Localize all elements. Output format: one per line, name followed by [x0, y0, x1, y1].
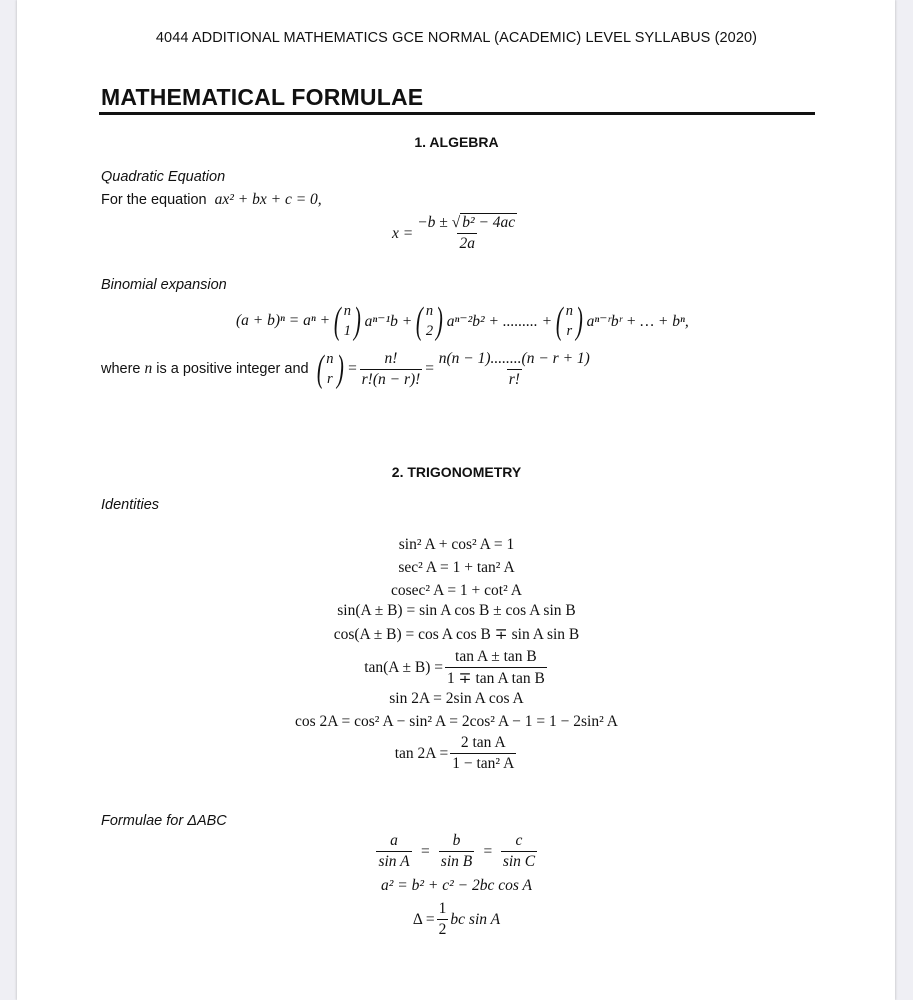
- identity-sin-sum: sin(A ± B) = sin A cos B ± cos A sin B: [337, 602, 576, 619]
- cosine-rule: a² = b² + c² − 2bc cos A: [381, 877, 532, 894]
- quadratic-intro: [101, 191, 322, 209]
- binomial-term-2: aⁿ⁻²b² + ......... +: [446, 312, 553, 330]
- product-fraction: $\frac{n(n - 1)........(n - r + 1)}{r!}$: [438, 349, 590, 388]
- subsection-label-identities: Identities: [101, 497, 160, 513]
- identity-cos-sum: cos(A ± B) = cos A cos B ∓ sin A sin B: [333, 626, 580, 643]
- subsection-label-binomial: Binomial expansion: [101, 277, 227, 293]
- identity-cosecant: cosec² A = 1 + cot² A: [391, 582, 522, 599]
- binomial-coefficient-1: ( n 1 ): [333, 300, 361, 342]
- identity-tan-sum: tan(A ± B) = $\frac{\text{tan A ± tan B}}{\text{1 ∓ tan A tan B}}$: [364, 648, 545, 687]
- identity-cos-double: cos 2A = cos² A − sin² A = 2cos² A − 1 = 1 − 2sin² A: [295, 713, 618, 730]
- tan-double-fraction: $\frac{\text{2 tan A}}{\text{1 − tan² A}}$: [452, 734, 515, 772]
- quadratic-radicand: b² − 4ac: [462, 214, 516, 231]
- quadratic-numerator: [415, 214, 519, 233]
- binomial-coefficient-r: ( n r ): [555, 300, 583, 342]
- factorial-fraction: $\frac{n!}{r!(n - r)!}$: [361, 349, 421, 388]
- title-divider: [99, 112, 815, 115]
- quadratic-num-prefix: −b ±: [417, 214, 448, 231]
- triangle-area: Δ = $\frac{1}{2}$ bc sin A: [412, 900, 501, 938]
- quadratic-denominator: 2a: [459, 235, 475, 252]
- section-heading-algebra: 1. ALGEBRA: [414, 134, 499, 150]
- subsection-label-triangle: Formulae for ΔABC: [101, 813, 227, 829]
- condition-text: is a positive integer and: [156, 361, 309, 377]
- binomial-condition: [101, 346, 594, 392]
- subsection-label-quadratic: Quadratic Equation: [101, 169, 226, 185]
- binomial-term-1: aⁿ⁻¹b +: [364, 312, 413, 330]
- identity-tan-double: tan 2A = $\frac{\text{2 tan A}}{\text{1 − tan² A}}$: [394, 734, 515, 772]
- condition-text-where: where: [101, 361, 141, 377]
- binomial-coefficient-2: ( n 2 ): [416, 300, 443, 342]
- quadratic-lhs: x =: [392, 224, 414, 242]
- sine-rule: $\frac{a}{\text{sin A}}$ = $\frac{b}{\text{sin B}}$ = $\frac{c}{\text{sin C}}$: [0, 832, 913, 871]
- quadratic-intro-text: For the equation: [101, 192, 207, 208]
- binomial-coefficient-nr: ( n r ): [316, 348, 344, 390]
- binomial-lhs: (a + b)ⁿ = aⁿ +: [236, 312, 331, 329]
- document-title: MATHEMATICAL FORMULAE: [101, 84, 424, 110]
- section-heading-trigonometry: 2. TRIGONOMETRY: [391, 464, 522, 480]
- binomial-definition: ( n r ) = $\frac{n!}{r!(n - r)!}$ = $\frac{n(n - 1)........(n - r + 1)}{r!}$: [313, 349, 594, 389]
- running-header: 4044 ADDITIONAL MATHEMATICS GCE NORMAL (ACADEMIC) LEVEL SYLLABUS (2020): [155, 30, 758, 46]
- quadratic-equation: ax² + bx + c = 0,: [214, 191, 322, 208]
- quadratic-fraction: [415, 214, 519, 253]
- sine-rule-b: $\frac{b}{\text{sin B}}$: [440, 832, 473, 870]
- binomial-term-r: aⁿ⁻ʳbʳ + … + bⁿ,: [586, 312, 689, 330]
- quadratic-formula: [392, 214, 521, 253]
- sine-rule-c: $\frac{c}{\text{sin C}}$: [502, 832, 536, 870]
- identity-secant: sec² A = 1 + tan² A: [398, 559, 515, 576]
- identity-pythagorean: sin² A + cos² A = 1: [398, 536, 515, 553]
- identity-sin-double: sin 2A = 2sin A cos A: [389, 690, 524, 707]
- binomial-expansion: [236, 296, 689, 346]
- sqrt-icon: √: [451, 214, 461, 231]
- tan-sum-fraction: $\frac{\text{tan A ± tan B}}{\text{1 ∓ tan A tan B}}$: [447, 648, 545, 687]
- area-half-fraction: $\frac{1}{2}$: [438, 900, 447, 938]
- sine-rule-a: $\frac{a}{\text{sin A}}$: [378, 832, 410, 870]
- condition-variable: n: [144, 360, 153, 377]
